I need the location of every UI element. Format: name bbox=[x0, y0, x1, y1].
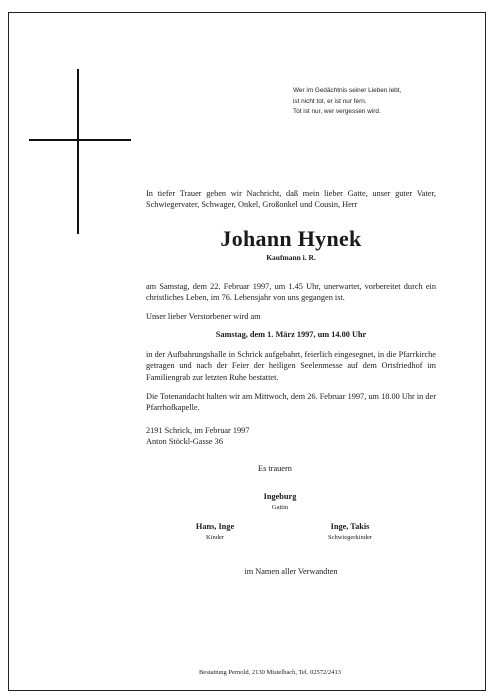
mourner-spouse bbox=[240, 492, 320, 511]
mourner-relation: Gattin bbox=[271, 504, 289, 511]
footer-funeral-home: Bestattung Pernold, 2130 Mistelbach, Tel. 02572/2413 bbox=[198, 669, 342, 676]
passing-paragraph: am Samstag, dem 22. Februar 1997, um 1.45 Uhr, unerwartet, vorbereitet durch ein christliches Leben, im 76. Lebensjahr von uns gegangen ist. bbox=[146, 282, 436, 303]
mourner-children bbox=[170, 522, 260, 541]
address: Anton Stöckl-Gasse 36 bbox=[146, 437, 223, 447]
ceremony-date: Samstag, dem 1. März 1997, um 14.00 Uhr bbox=[215, 330, 367, 339]
memorial-poem bbox=[293, 86, 483, 118]
cross-icon-horizontal bbox=[29, 139, 131, 141]
mourner-relation: Kinder bbox=[205, 534, 225, 541]
mourner-in-laws bbox=[300, 522, 400, 541]
mass-paragraph: Die Totenandacht halten wir am Mittwoch, dem 26. Februar 1997, um 18.00 Uhr in der Pfarrhofkapelle. bbox=[146, 392, 436, 413]
lying-intro: Unser lieber Verstorbener wird am bbox=[146, 312, 261, 321]
mourner-name: Inge, Takis bbox=[330, 522, 370, 531]
mourner-name: Hans, Inge bbox=[195, 522, 235, 531]
deceased-title: Kaufmann i. R. bbox=[266, 253, 316, 262]
cross-icon-vertical bbox=[77, 69, 79, 234]
mourner-relation: Schwiegerkinder bbox=[327, 534, 373, 541]
burial-paragraph: in der Aufbahrungshalle in Schrick aufgebahrt, feierlich eingesegnet, in die Pfarrkirche getragen und nach der Feier der heiligen Seelenmesse auf dem Ortsfriedhof im Familiengrab zur letzten Ruhe bestattet. bbox=[146, 350, 436, 382]
place-date: 2191 Schrick, im Februar 1997 bbox=[146, 426, 250, 435]
mourner-name: Ingeburg bbox=[263, 492, 297, 501]
mourners-heading: Es trauern bbox=[258, 464, 292, 473]
announcement-intro: In tiefer Trauer geben wir Nachricht, daß mein lieber Gatte, unser guter Vater, Schwiegervater, Schwager, Onkel, Großonkel und Cousin, Herr bbox=[146, 189, 436, 210]
poem-line: Tot ist nur, wer vergessen wird. bbox=[293, 108, 381, 115]
relatives-line: im Namen aller Verwandten bbox=[244, 567, 338, 576]
poem-line: Wer im Gedächtnis seiner Lieben lebt, bbox=[293, 87, 402, 94]
place-address bbox=[146, 425, 436, 448]
poem-line: ist nicht tot, er ist nur fern. bbox=[293, 97, 367, 105]
deceased-name: Johann Hynek bbox=[220, 226, 362, 251]
